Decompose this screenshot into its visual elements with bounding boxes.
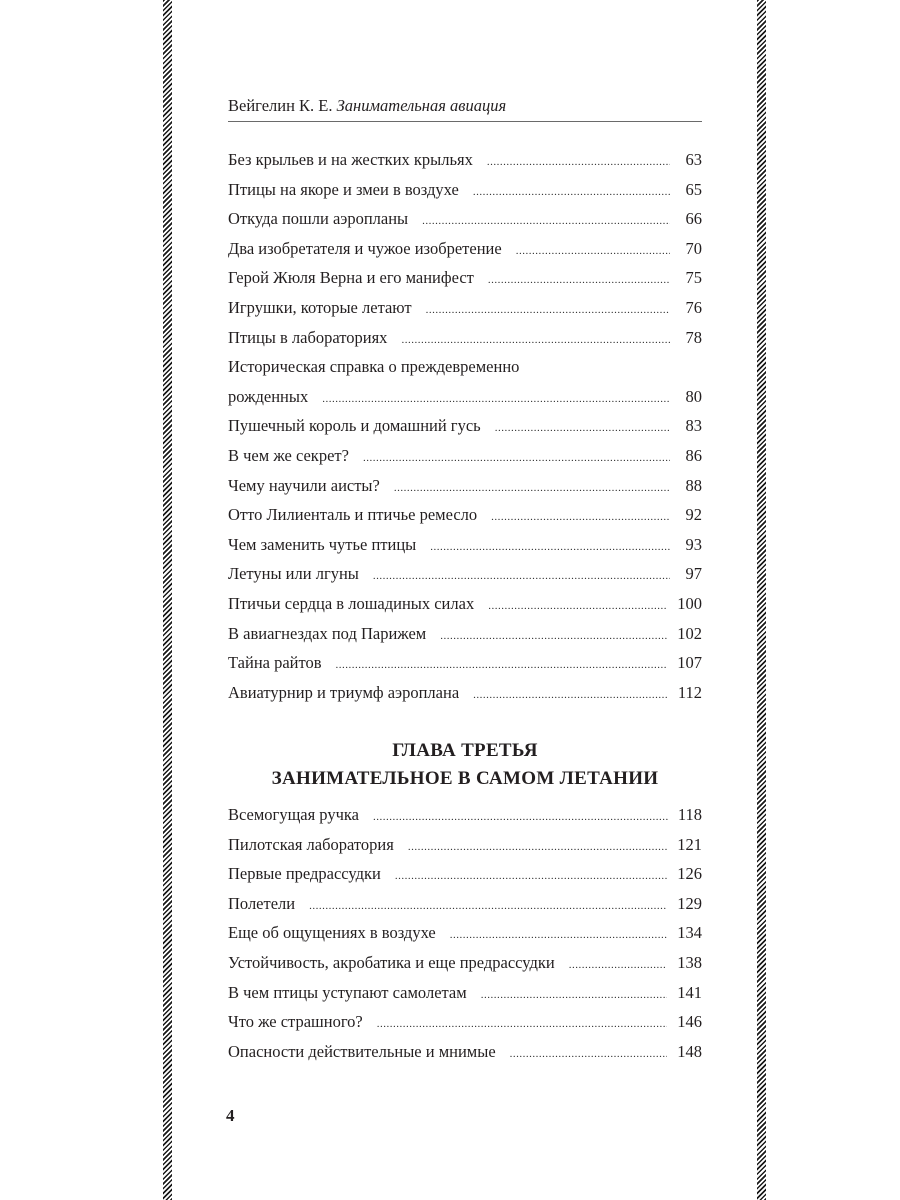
toc-entry[interactable]	[228, 145, 702, 175]
toc-entry-page: 148	[677, 1041, 702, 1061]
toc-entry-page: 93	[685, 534, 702, 554]
dot-leader	[495, 414, 670, 444]
toc-entry-page: 88	[685, 475, 702, 495]
dot-leader	[440, 622, 667, 652]
dot-leader	[309, 892, 667, 922]
toc-entry-title: Устойчивость, акробатика и еще предрассудки	[228, 952, 555, 972]
toc-entry-page: 107	[677, 653, 702, 673]
toc-entry-title: Еще об ощущениях в воздухе	[228, 923, 436, 943]
dot-leader	[488, 592, 667, 622]
dot-leader	[363, 444, 670, 474]
dot-leader	[569, 951, 668, 981]
toc-entry[interactable]	[228, 800, 702, 830]
toc-entry-page: 102	[677, 623, 702, 643]
dot-leader	[473, 178, 670, 208]
toc-entry-title: Игрушки, которые летают	[228, 297, 412, 317]
toc-list-chapter-3	[228, 800, 702, 1066]
toc-entry[interactable]	[228, 204, 702, 234]
toc-entry[interactable]	[228, 234, 702, 264]
toc-entry-title: В чем же секрет?	[228, 445, 349, 465]
toc-entry-page: 100	[677, 593, 702, 613]
toc-entry-title: Пилотская лаборатория	[228, 834, 394, 854]
toc-entry-page: 76	[685, 297, 702, 317]
toc-entry-title: Первые предрассудки	[228, 864, 381, 884]
toc-entry[interactable]	[228, 830, 702, 860]
toc-entry-title: Два изобретателя и чужое изобретение	[228, 238, 502, 258]
dot-leader	[394, 474, 670, 504]
dot-leader	[510, 1040, 668, 1070]
running-head-book-title: Занимательная авиация	[336, 96, 507, 115]
decorative-hatched-border-left	[163, 0, 172, 1200]
chapter-title: ЗАНИМАТЕЛЬНОЕ В САМОМ ЛЕТАНИИ	[271, 768, 659, 789]
toc-entry-title-line1: Историческая справка о преждевременно	[228, 357, 520, 377]
toc-entry[interactable]	[228, 978, 702, 1008]
toc-entry[interactable]	[228, 648, 702, 678]
chapter-label: ГЛАВА ТРЕТЬЯ	[392, 740, 538, 761]
toc-entry-title: Птицы на якоре и змеи в воздухе	[228, 179, 459, 199]
toc-entry-page: 83	[685, 416, 702, 436]
toc-list-chapter-2	[228, 145, 702, 707]
toc-entry[interactable]	[228, 263, 702, 293]
toc-entry-title: Тайна райтов	[228, 653, 322, 673]
toc-entry[interactable]	[228, 441, 702, 471]
toc-entry-page: 121	[677, 834, 702, 854]
toc-entry-page: 141	[677, 982, 702, 1002]
toc-entry-title: Что же страшного?	[228, 1012, 363, 1032]
toc-entry-title: Пушечный король и домашний гусь	[228, 416, 481, 436]
dot-leader	[473, 681, 668, 711]
toc-entry-page: 97	[685, 564, 702, 584]
toc-entry[interactable]	[228, 1007, 702, 1037]
toc-entry-page: 66	[685, 209, 702, 229]
toc-entry[interactable]	[228, 411, 702, 441]
toc-entry-page: 146	[677, 1012, 702, 1032]
toc-entry[interactable]	[228, 889, 702, 919]
toc-entry[interactable]	[228, 589, 702, 619]
toc-entry-page: 138	[677, 952, 702, 972]
toc-entry[interactable]	[228, 678, 702, 708]
toc-entry-page: 134	[677, 923, 702, 943]
dot-leader	[401, 326, 670, 356]
toc-entry-title: Откуда пошли аэропланы	[228, 209, 409, 229]
toc-entry-page: 80	[685, 386, 702, 406]
toc-entry-title: Всемогущая ручка	[228, 805, 359, 824]
toc-entry-title: В авиагнездах под Парижем	[228, 623, 427, 643]
toc-entry-title: Герой Жюля Верна и его манифест	[228, 268, 474, 288]
toc-entry-page: 112	[677, 682, 702, 702]
toc-entry[interactable]	[228, 530, 702, 560]
dot-leader	[450, 921, 668, 951]
toc-entry-title: Чему научили аисты?	[228, 475, 380, 495]
dot-leader	[422, 207, 670, 237]
dot-leader	[395, 862, 667, 892]
dot-leader	[516, 237, 670, 267]
toc-entry-page: 118	[677, 805, 702, 824]
toc-entry[interactable]	[228, 948, 702, 978]
toc-entry-title: рожденных	[228, 386, 309, 406]
toc-entry-title: Чем заменить чутье птицы	[228, 534, 417, 554]
toc-entry-page: 129	[677, 893, 702, 913]
toc-entry-page: 86	[685, 445, 702, 465]
toc-entry-page: 126	[677, 864, 702, 884]
dot-leader	[322, 385, 670, 415]
toc-entry[interactable]	[228, 859, 702, 889]
dot-leader	[487, 148, 670, 178]
dot-leader	[377, 1010, 668, 1040]
toc-entry-title: Отто Лилиенталь и птичье ремесло	[228, 505, 478, 525]
toc-entry[interactable]	[228, 559, 702, 589]
toc-entry-page: 65	[685, 179, 702, 199]
toc-entry-title: Полетели	[228, 893, 296, 913]
toc-entry-page: 70	[685, 238, 702, 258]
toc-entry[interactable]	[228, 619, 702, 649]
decorative-hatched-border-right	[757, 0, 766, 1200]
toc-entry-page: 75	[685, 268, 702, 288]
dot-leader	[430, 533, 670, 563]
dot-leader	[336, 651, 668, 681]
toc-entry-title: В чем птицы уступают самолетам	[228, 982, 467, 1002]
toc-entry-page: 92	[685, 505, 702, 525]
toc-entry-title: Птичьи сердца в лошадиных силах	[228, 593, 475, 613]
toc-entry-title: Авиатурнир и триумф аэроплана	[228, 682, 460, 702]
dot-leader	[481, 981, 668, 1011]
toc-entry-page: 63	[685, 150, 702, 169]
toc-entry-title: Опасности действительные и мнимые	[228, 1041, 496, 1061]
toc-entry[interactable]	[228, 1037, 702, 1067]
running-head-author: Вейгелин К. Е.	[228, 96, 333, 115]
dot-leader	[426, 296, 670, 326]
running-head	[228, 96, 702, 116]
dot-leader	[488, 266, 670, 296]
toc-entry[interactable]	[228, 500, 702, 530]
toc-entry[interactable]	[228, 471, 702, 501]
page-number: 4	[226, 1106, 235, 1125]
toc-entry-page: 78	[685, 327, 702, 347]
dot-leader	[373, 803, 668, 833]
toc-entry[interactable]	[228, 293, 702, 323]
dot-leader	[491, 503, 670, 533]
header-rule	[228, 121, 702, 122]
toc-entry-title: Летуны или лгуны	[228, 564, 359, 584]
dot-leader	[373, 562, 670, 592]
toc-entry-title: Без крыльев и на жестких крыльях	[228, 150, 473, 169]
toc-entry[interactable]	[228, 918, 702, 948]
toc-entry[interactable]	[228, 175, 702, 205]
toc-entry[interactable]	[228, 352, 702, 411]
chapter-heading	[228, 737, 702, 793]
dot-leader	[408, 833, 667, 863]
toc-entry[interactable]	[228, 323, 702, 353]
toc-entry-title: Птицы в лабораториях	[228, 327, 388, 347]
